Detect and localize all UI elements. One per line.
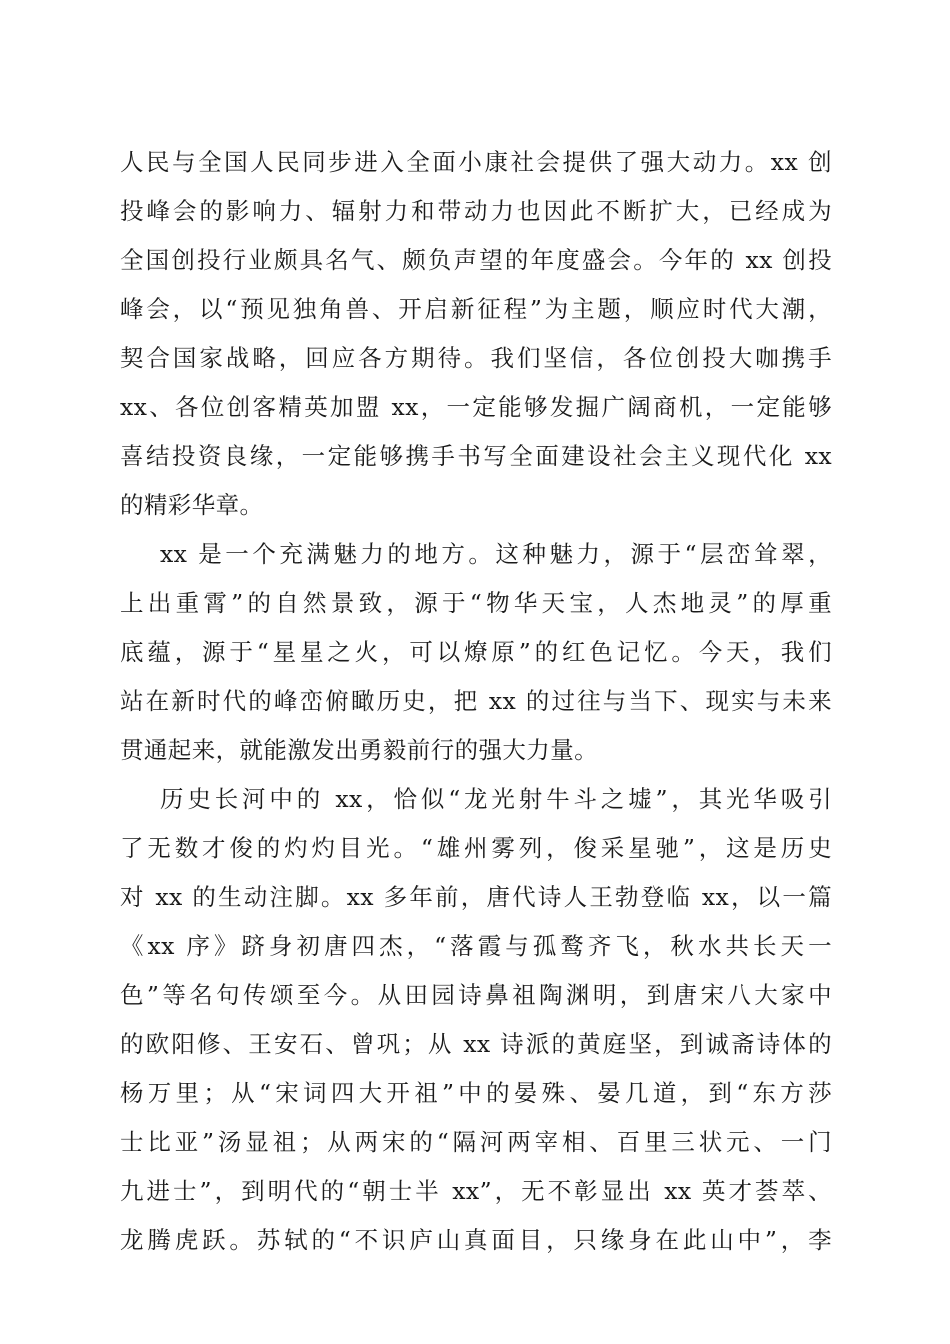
- text-line: 历史长河中的 xx，恰似“龙光射牛斗之墟”，其光华吸引: [160, 785, 832, 813]
- text-line: 色”等名句传颂至今。从田园诗鼻祖陶渊明，到唐宋八大家中: [120, 981, 832, 1009]
- text-line: 人民与全国人民同步进入全面小康社会提供了强大动力。xx 创: [120, 148, 832, 176]
- text-line: 的精彩华章。: [120, 491, 264, 519]
- text-line: 龙腾虎跃。苏轼的“不识庐山真面目，只缘身在此山中”，李: [120, 1226, 832, 1254]
- text-line: 贯通起来，就能激发出勇毅前行的强大力量。: [120, 736, 598, 764]
- text-line: xx 是一个充满魅力的地方。这种魅力，源于“层峦耸翠，: [160, 540, 832, 568]
- text-line: 底蕴，源于“星星之火，可以燎原”的红色记忆。今天，我们: [120, 638, 832, 666]
- paragraph-3: [120, 775, 832, 1265]
- text-line: 士比亚”汤显祖；从两宋的“隔河两宰相、百里三状元、一门: [120, 1128, 832, 1156]
- text-line: 站在新时代的峰峦俯瞰历史，把 xx 的过往与当下、现实与未来: [120, 687, 832, 715]
- text-line: 喜结投资良缘，一定能够携手书写全面建设社会主义现代化 xx: [120, 442, 832, 470]
- text-line: 契合国家战略，回应各方期待。我们坚信，各位创投大咖携手: [120, 344, 832, 372]
- text-line: 投峰会的影响力、辐射力和带动力也因此不断扩大，已经成为: [120, 197, 832, 225]
- text-line: xx、各位创客精英加盟 xx，一定能够发掘广阔商机，一定能够: [120, 393, 832, 421]
- text-line: 上出重霄”的自然景致，源于“物华天宝，人杰地灵”的厚重: [120, 589, 832, 617]
- text-line: 全国创投行业颇具名气、颇负声望的年度盛会。今年的 xx 创投: [120, 246, 832, 274]
- text-line: 《xx 序》跻身初唐四杰，“落霞与孤鹜齐飞，秋水共长天一: [120, 932, 832, 960]
- paragraph-2: [120, 530, 832, 775]
- paragraph-1: [120, 138, 832, 530]
- document-body: [120, 138, 832, 1265]
- text-line: 对 xx 的生动注脚。xx 多年前，唐代诗人王勃登临 xx，以一篇: [120, 883, 832, 911]
- text-line: 的欧阳修、王安石、曾巩；从 xx 诗派的黄庭坚，到诚斋诗体的: [120, 1030, 832, 1058]
- text-line: 了无数才俊的灼灼目光。“雄州雾列，俊采星驰”，这是历史: [120, 834, 832, 862]
- text-line: 杨万里；从“宋词四大开祖”中的晏殊、晏几道，到“东方莎: [120, 1079, 832, 1107]
- text-line: 峰会，以“预见独角兽、开启新征程”为主题，顺应时代大潮，: [120, 295, 832, 323]
- text-line: 九进士”，到明代的“朝士半 xx”，无不彰显出 xx 英才荟萃、: [120, 1177, 832, 1205]
